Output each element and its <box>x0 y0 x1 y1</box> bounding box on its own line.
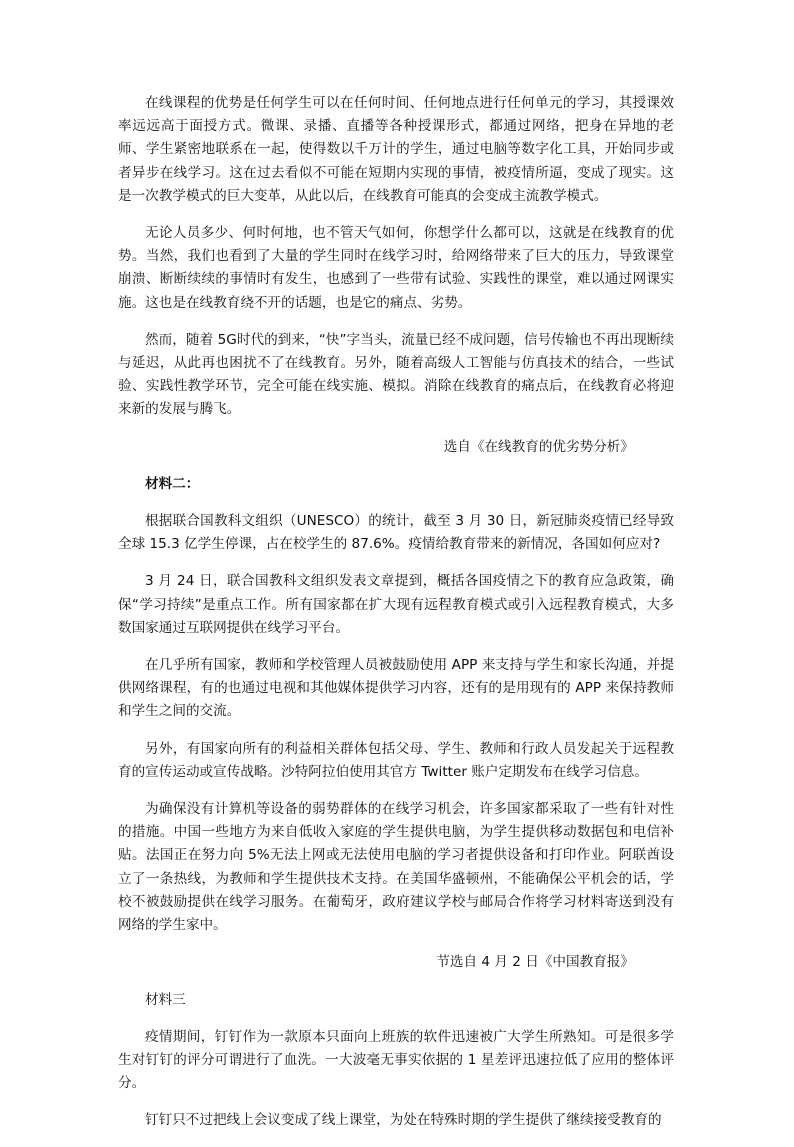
paragraph: 无论人员多少、何时何地，也不管天气如何，你想学什么都可以，这就是在线教育的优势。当然，我们也看到了大量的学生同时在线学习时，给网络带来了巨大的压力，导致课堂崩溃、断断续续的事情时有发生，也感到了一些带有试验、实践性的课堂，难以通过网课实施。这也是在线教育绕不开的话题，也是它的痛点、劣势。 <box>118 225 674 311</box>
paragraph: 在线课程的优势是任何学生可以在任何时间、任何地点进行任何单元的学习，其授课效率远远高于面授方式。微课、录播、直播等各种授课形式，都通过网络，把身在异地的老师、学生紧密地联系在一起，使得数以千万计的学生，通过电脑等数字化工具，开始同步或者异步在线学习。这在过去看似不可能在短期内实现的事情，被疫情所逼，变成了现实。这是一次教学模式的巨大变革，从此以后，在线教育可能真的会变成主流教学模式。 <box>118 95 674 204</box>
section-heading: 材料三 <box>145 991 186 1008</box>
paragraph: 钉钉只不过把线上会议变成了线上课堂，为处在特殊时期的学生提供了继续接受教育的 <box>145 1112 662 1129</box>
source-citation: 节选自 4 月 2 日《中国教育报》 <box>436 954 634 971</box>
paragraph: 为确保没有计算机等设备的弱势群体的在线学习机会，许多国家都采取了一些有针对性的措施。中国一些地方为来自低收入家庭的学生提供电脑，为学生提供移动数据包和电信补贴。法国正在努力向 5%无法上网或无法使用电脑的学习者提供设备和打印作业。阿联酋设立了一条热线，为教师和学生提供技术支持。在美国华盛顿州，不能确保公平机会的话，学校不被鼓励提供在线学习服务。在葡萄牙，政府建议学校与邮局合作将学习材料寄送到没有网络的学生家中。 <box>118 801 674 934</box>
paragraph: 在几乎所有国家，教师和学校管理人员被鼓励使用 APP 来支持与学生和家长沟通，并提供网络课程，有的也通过电视和其他媒体提供学习内容，还有的是用现有的 APP 来保持教师和学生之间的交流。 <box>118 657 674 720</box>
paragraph: 根据联合国教科文组织（UNESCO）的统计，截至 3 月 30 日，新冠肺炎疫情已经导致全球 15.3 亿学生停课，占在校学生的 87.6%。疫情给教育带来的新情况，各国如何应对? <box>118 513 674 553</box>
paragraph: 疫情期间，钉钉作为一款原本只面向上班族的软件迅速被广大学生所熟知。可是很多学生对钉钉的评分可谓进行了血洗。一大波毫无事实依据的 1 星差评迅速拉低了应用的整体评分。 <box>118 1028 674 1092</box>
section-heading: 材料二： <box>145 475 200 492</box>
document-page <box>118 92 674 1147</box>
paragraph: 然而，随着 5G时代的到来，“快”字当头，流量已经不成问题，信号传输也不再出现断续与延迟，从此再也困扰不了在线教育。另外，随着高级人工智能与仿真技术的结合，一些试验、实践性教学环节，完全可能在线实施、模拟。消除在线教育的痛点后，在线教育必将迎来新的发展与腾飞。 <box>118 331 674 418</box>
paragraph: 3 月 24 日，联合国教科文组织发表文章提到，概括各国疫情之下的教育应急政策，确保“学习持续”是重点工作。所有国家都在扩大现有远程教育模式或引入远程教育模式，大多数国家通过互联网提供在线学习平台。 <box>118 573 674 636</box>
source-citation: 选自《在线教育的优劣势分析》 <box>443 438 634 455</box>
paragraph: 另外，有国家向所有的利益相关群体包括父母、学生、教师和行政人员发起关于远程教育的宣传运动或宣传战略。沙特阿拉伯使用其官方 Twitter 账户定期发布在线学习信息。 <box>118 740 674 780</box>
